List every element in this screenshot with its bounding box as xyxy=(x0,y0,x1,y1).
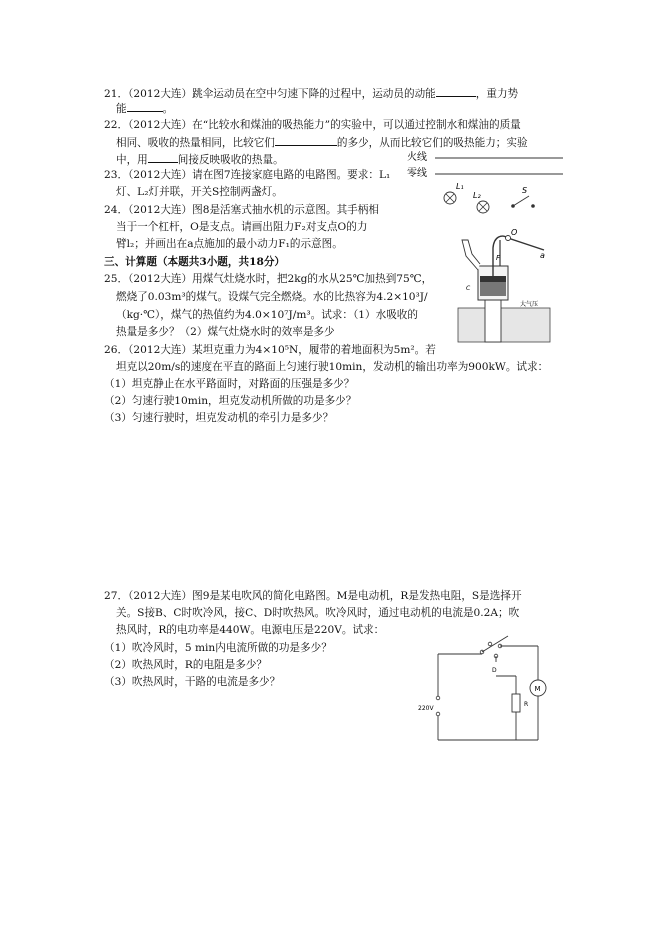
live-wire-label: 火线 xyxy=(407,152,427,163)
voltage-label: 220V xyxy=(418,705,434,712)
piston xyxy=(480,276,506,282)
figure-9-hair-dryer-circuit xyxy=(416,632,554,744)
q27-line3: 热风时，R的电功率是440W。电源电压是220V。试求： xyxy=(116,624,385,636)
q27-line1: 27．（2012大连）图9是某电吹风的简化电路图。M是电动机，R是发热电阻，S是选择开 xyxy=(104,590,522,602)
fulcrum-o-label: O xyxy=(511,228,518,237)
q27-line2: 关。S接B、C时吹冷风，接C、D时吹热风。吹冷风时，通过电动机的电流是0.2A；吹 xyxy=(116,607,520,619)
section-3-title: 三、计算题（本题共3小题，共18分） xyxy=(104,256,286,268)
q22-line3: 中，用 间接反映吸收的热量。 xyxy=(116,154,284,166)
q26-line2: 坦克以20m/s的速度在平直的路面上匀速行驶10min，发动机的输出功率为900kW。试求： xyxy=(116,361,549,373)
q24-line2: 当于一个杠杆，O是支点。请画出阻力F₂对支点O的力 xyxy=(116,221,368,233)
motor-label: M xyxy=(534,685,541,693)
q25-line4: 热量是多少？（2）煤气灶烧水时的效率是多少 xyxy=(116,326,335,338)
q22-line2: 相同、吸收的热量相同，比较它们 的多少，从而比较它们的吸热能力；实验 xyxy=(116,137,528,149)
q24-line1: 24．（2012大连）图8是活塞式抽水机的示意图。其手柄相 xyxy=(104,204,379,216)
lamp-l1-label: L₁ xyxy=(456,182,464,191)
pump-handle xyxy=(493,236,544,250)
q27-sub2: （2）吹热风时，R的电阻是多少？ xyxy=(104,659,268,671)
lamp-l2-label: L₂ xyxy=(473,191,481,200)
water-in-cylinder xyxy=(480,282,506,296)
q21-line1: 21．（2012大连）跳伞运动员在空中匀速下降的过程中，运动员的动能 ，重力势 xyxy=(104,88,519,100)
resistor-label: R xyxy=(524,701,529,708)
point-c-label: C xyxy=(466,285,471,292)
q25-line3: （kg·℃），煤气的热值约为4.0×10⁷J/m³。试求：（1）水吸收的 xyxy=(116,309,418,321)
q26-line1: 26．（2012大连）某坦克重力为4×10⁵N，履带的着地面积为5m²。若 xyxy=(104,344,436,356)
q26-sub3: （3）匀速行驶时，坦克发动机的牵引力是多少？ xyxy=(104,412,334,424)
suction-pipe xyxy=(485,294,501,342)
q24-line3: 臂l₂；并画出在a点施加的最小动力F₁的示意图。 xyxy=(116,238,343,250)
q22-line1: 22．（2012大连）在“比较水和煤油的吸热能力”的实验中，可以通过控制水和煤油的质量 xyxy=(104,119,521,131)
q21-blank-1[interactable] xyxy=(436,86,476,97)
switch-s-icon xyxy=(511,196,535,208)
atmosphere-label: 大气压 xyxy=(520,301,539,308)
q23-line1: 23．（2012大连）请在图7连接家庭电路的电路图。要求：L₁ xyxy=(104,169,391,181)
selector-switch-icon xyxy=(480,636,508,658)
q26-sub2: （2）匀速行驶10min，坦克发动机所做的功是多少？ xyxy=(104,395,357,407)
q22-blank-2[interactable] xyxy=(148,152,178,163)
point-a-label: a xyxy=(540,251,545,260)
resistor-icon xyxy=(512,694,520,712)
terminal-top xyxy=(436,696,440,700)
figure-7-household-circuit xyxy=(405,148,567,214)
figure-8-piston-pump xyxy=(456,226,552,344)
q22-blank-1[interactable] xyxy=(275,135,337,146)
q25-line1: 25．（2012大连）用煤气灶烧水时，把2kg的水从25℃加热到75℃， xyxy=(104,273,433,285)
q21-line2: 能 。 xyxy=(116,103,174,115)
force-f-label: F xyxy=(496,254,501,262)
spout xyxy=(462,240,480,270)
fulcrum-o xyxy=(506,236,511,241)
q23-line2: 灯、L₂灯并联，开关S控制两盏灯。 xyxy=(116,186,283,198)
terminal-bottom xyxy=(436,712,440,716)
water-basin xyxy=(458,308,550,342)
q27-sub3: （3）吹热风时，干路的电流是多少？ xyxy=(104,676,281,688)
q25-line2: 燃烧了0.03m³的煤气。设煤气完全燃烧。水的比热容为4.2×10³J/ xyxy=(116,291,428,303)
terminal-d-label: D xyxy=(492,667,497,674)
q27-sub1: （1）吹冷风时，5 min内电流所做的功是多少？ xyxy=(104,642,332,654)
q26-sub1: （1）坦克静止在水平路面时，对路面的压强是多少？ xyxy=(104,378,355,390)
neutral-wire-label: 零线 xyxy=(407,168,427,179)
lamp-l1-icon xyxy=(444,192,456,204)
q21-blank-2[interactable] xyxy=(127,101,163,112)
switch-s-label: S xyxy=(522,186,528,195)
lamp-l2-icon xyxy=(477,201,489,213)
